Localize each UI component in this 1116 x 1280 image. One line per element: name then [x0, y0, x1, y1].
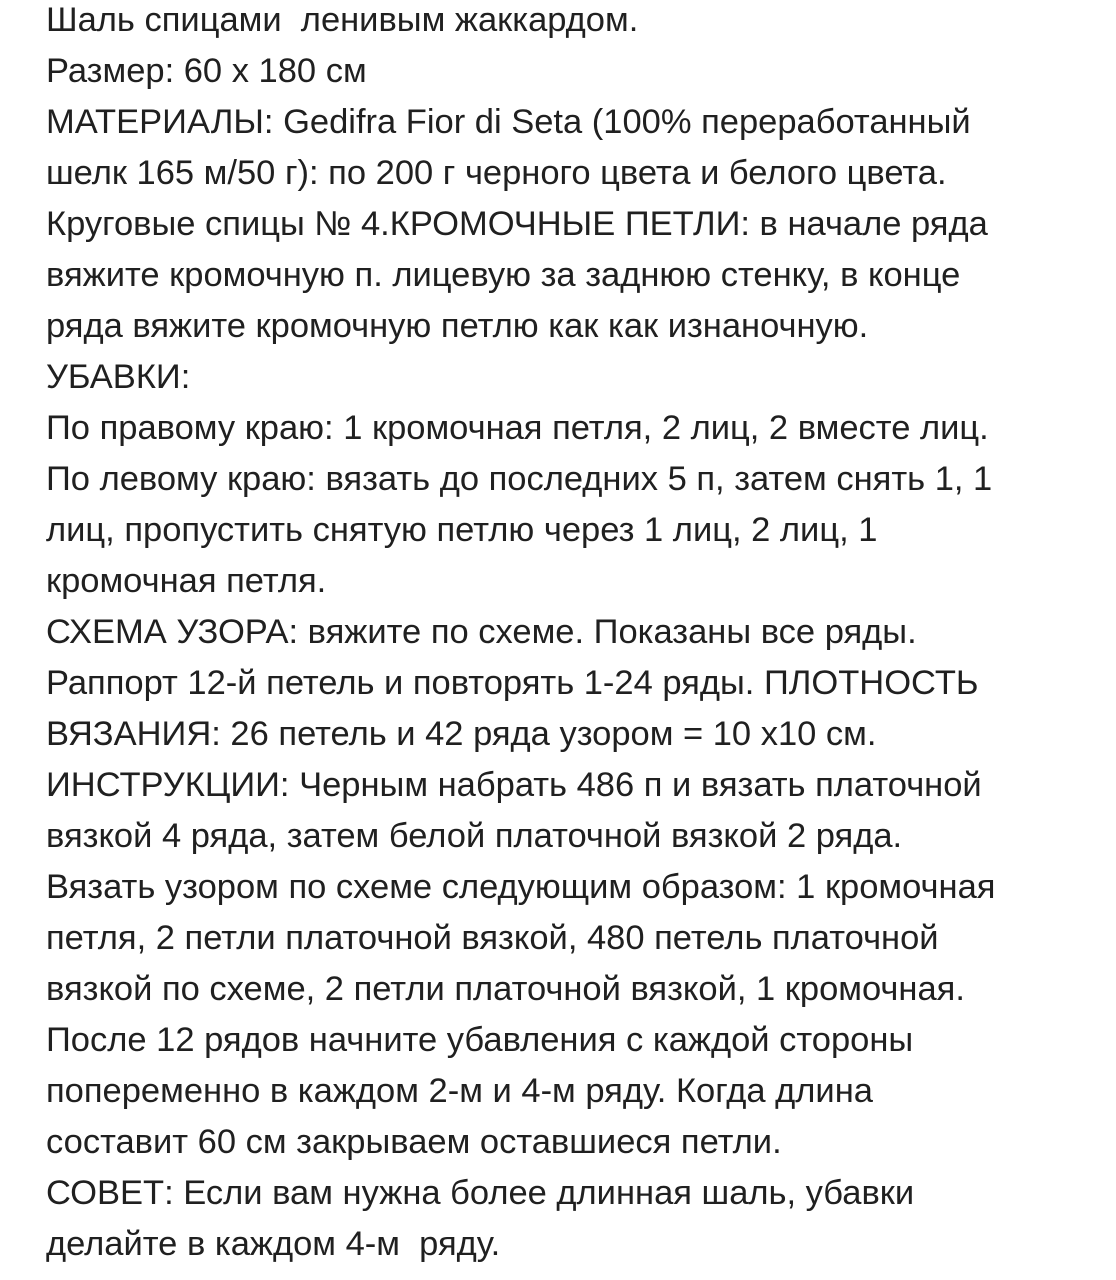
text-line: кромочная петля.	[46, 562, 327, 600]
pattern-text	[46, 0, 1106, 1270]
text-line: Раппорт 12-й петель и повторять 1-24 ряды. ПЛОТНОСТЬ	[46, 664, 979, 702]
text-line: Вязать узором по схеме следующим образом: 1 кромочная	[46, 868, 996, 906]
text-line: петля, 2 петли платочной вязкой, 480 петель платочной	[46, 919, 939, 957]
text-line: По левому краю: вязать до последних 5 п, затем снять 1, 1	[46, 460, 993, 498]
text-line: составит 60 см закрываем оставшиеся петли.	[46, 1123, 782, 1161]
text-line: вязкой по схеме, 2 петли платочной вязкой, 1 кромочная.	[46, 970, 965, 1008]
text-line: лиц, пропустить снятую петлю через 1 лиц, 2 лиц, 1	[46, 511, 878, 549]
text-line: вязкой 4 ряда, затем белой платочной вязкой 2 ряда.	[46, 817, 903, 855]
tip-line: СОВЕТ: Если вам нужна более длинная шаль, убавки	[46, 1174, 915, 1212]
text-line: Круговые спицы № 4.КРОМОЧНЫЕ ПЕТЛИ: в начале ряда	[46, 205, 988, 243]
pattern-scheme-line: СХЕМА УЗОРА: вяжите по схеме. Показаны все ряды.	[46, 613, 917, 651]
title-line: Шаль спицами ленивым жаккардом.	[46, 1, 639, 39]
text-line: ряда вяжите кромочную петлю как как изнаночную.	[46, 307, 869, 345]
decreases-heading: УБАВКИ:	[46, 358, 191, 396]
text-line: После 12 рядов начните убавления с каждой стороны	[46, 1021, 914, 1059]
text-line: шелк 165 м/50 г): по 200 г черного цвета и белого цвета.	[46, 154, 947, 192]
text-line: По правому краю: 1 кромочная петля, 2 лиц, 2 вместе лиц.	[46, 409, 989, 447]
text-line: попеременно в каждом 2-м и 4-м ряду. Когда длина	[46, 1072, 873, 1110]
size-line: Размер: 60 х 180 см	[46, 52, 367, 90]
materials-line: МАТЕРИАЛЫ: Gedifra Fior di Seta (100% переработанный	[46, 103, 971, 141]
instructions-line: ИНСТРУКЦИИ: Черным набрать 486 п и вязать платочной	[46, 766, 982, 804]
text-line: вяжите кромочную п. лицевую за заднюю стенку, в конце	[46, 256, 961, 294]
text-line: делайте в каждом 4-м ряду.	[46, 1225, 501, 1263]
text-line: ВЯЗАНИЯ: 26 петель и 42 ряда узором = 10 х10 см.	[46, 715, 877, 753]
